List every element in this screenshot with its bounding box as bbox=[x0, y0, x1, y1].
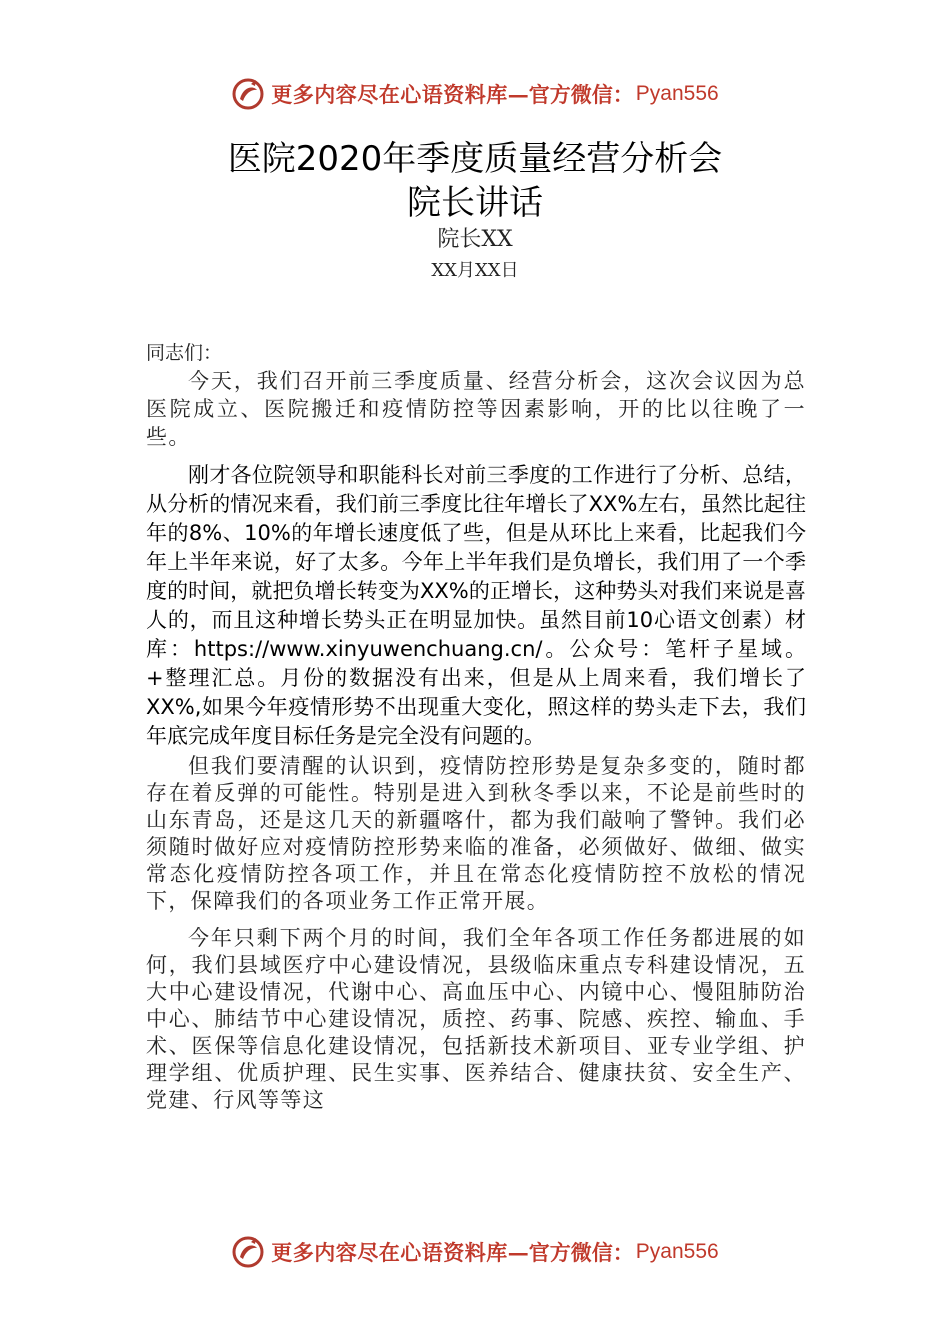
paragraph-2: 刚才各位院领导和职能科长对前三季度的工作进行了分析、总结，从分析的情况来看，我们前三季度比往年增长了XX%左右，虽然比起往年的8%、10%的年增长速度低了些，但是从环比上来看，比起我们今年上半年来说，好了太多。今年上半年我们是负增长，我们用了一个季度的时间，就把负增长转变为XX%的正增长，这种势头对我们来说是喜人的，而且这种增长势头正在明显加快。虽然目前10心语文创素）材库：https://www.xinyuwenchuang.cn/。公众号：笔杆子星域。+整理汇总。月份的数据没有出来，但是从上周来看，我们增长了XX%,如果今年疫情形势不出现重大变化，照这样的势头走下去，我们年底完成年度目标任务是完全没有问题的。 bbox=[146, 463, 806, 748]
paragraph-1: 今天，我们召开前三季度质量、经营分析会，这次会议因为总医院成立、医院搬迁和疫情防控等因素影响，开的比以往晚了一些。 bbox=[146, 369, 806, 449]
watermark-text: 更多内容尽在心语资料库 bbox=[271, 82, 508, 107]
watermark-wechat-label: 官方微信： bbox=[528, 1240, 634, 1265]
watermark-wechat-id: Pyan556 bbox=[635, 82, 719, 105]
paragraph-4: 今年只剩下两个月的时间，我们全年各项工作任务都进展的如何，我们县域医疗中心建设情况，县级临床重点专科建设情况，五大中心建设情况，代谢中心、高血压中心、内镜中心、慢阻肺防治中心、肺结节中心建设情况，质控、药事、院感、疾控、输血、手术、医保等信息化建设情况，包括新技术新项目、亚专业学组、护理学组、优质护理、民生实事、医养结合、健康扶贫、安全生产、党建、行风等等这 bbox=[146, 926, 806, 1112]
document-title: 医院2020年季度质量经营分析会 bbox=[227, 139, 723, 179]
brand-logo-icon bbox=[231, 1235, 265, 1269]
watermark-banner-bottom bbox=[0, 1232, 950, 1272]
watermark-wechat-id: Pyan556 bbox=[635, 1240, 719, 1263]
document-subtitle: 院长讲话 bbox=[407, 183, 543, 223]
watermark-banner-top bbox=[0, 74, 950, 114]
date-line: XX月XX日 bbox=[431, 260, 519, 281]
watermark-separator: — bbox=[507, 81, 529, 107]
speech-body bbox=[146, 340, 806, 1114]
salutation: 同志们： bbox=[146, 342, 223, 364]
brand-logo-icon bbox=[231, 77, 265, 111]
watermark-separator: — bbox=[507, 1239, 529, 1265]
watermark-text: 更多内容尽在心语资料库 bbox=[271, 1240, 508, 1265]
speaker-line: 院长XX bbox=[437, 227, 513, 252]
paragraph-3: 但我们要清醒的认识到，疫情防控形势是复杂多变的，随时都存在着反弹的可能性。特别是进入到秋冬季以来，不论是前些时的山东青岛，还是这几天的新疆喀什，都为我们敲响了警钟。我们必须随时做好应对疫情防控形势来临的准备，必须做好、做细、做实常态化疫情防控各项工作，并且在常态化疫情防控不放松的情况下，保障我们的各项业务工作正常开展。 bbox=[146, 754, 806, 913]
watermark-wechat-label: 官方微信： bbox=[528, 82, 634, 107]
